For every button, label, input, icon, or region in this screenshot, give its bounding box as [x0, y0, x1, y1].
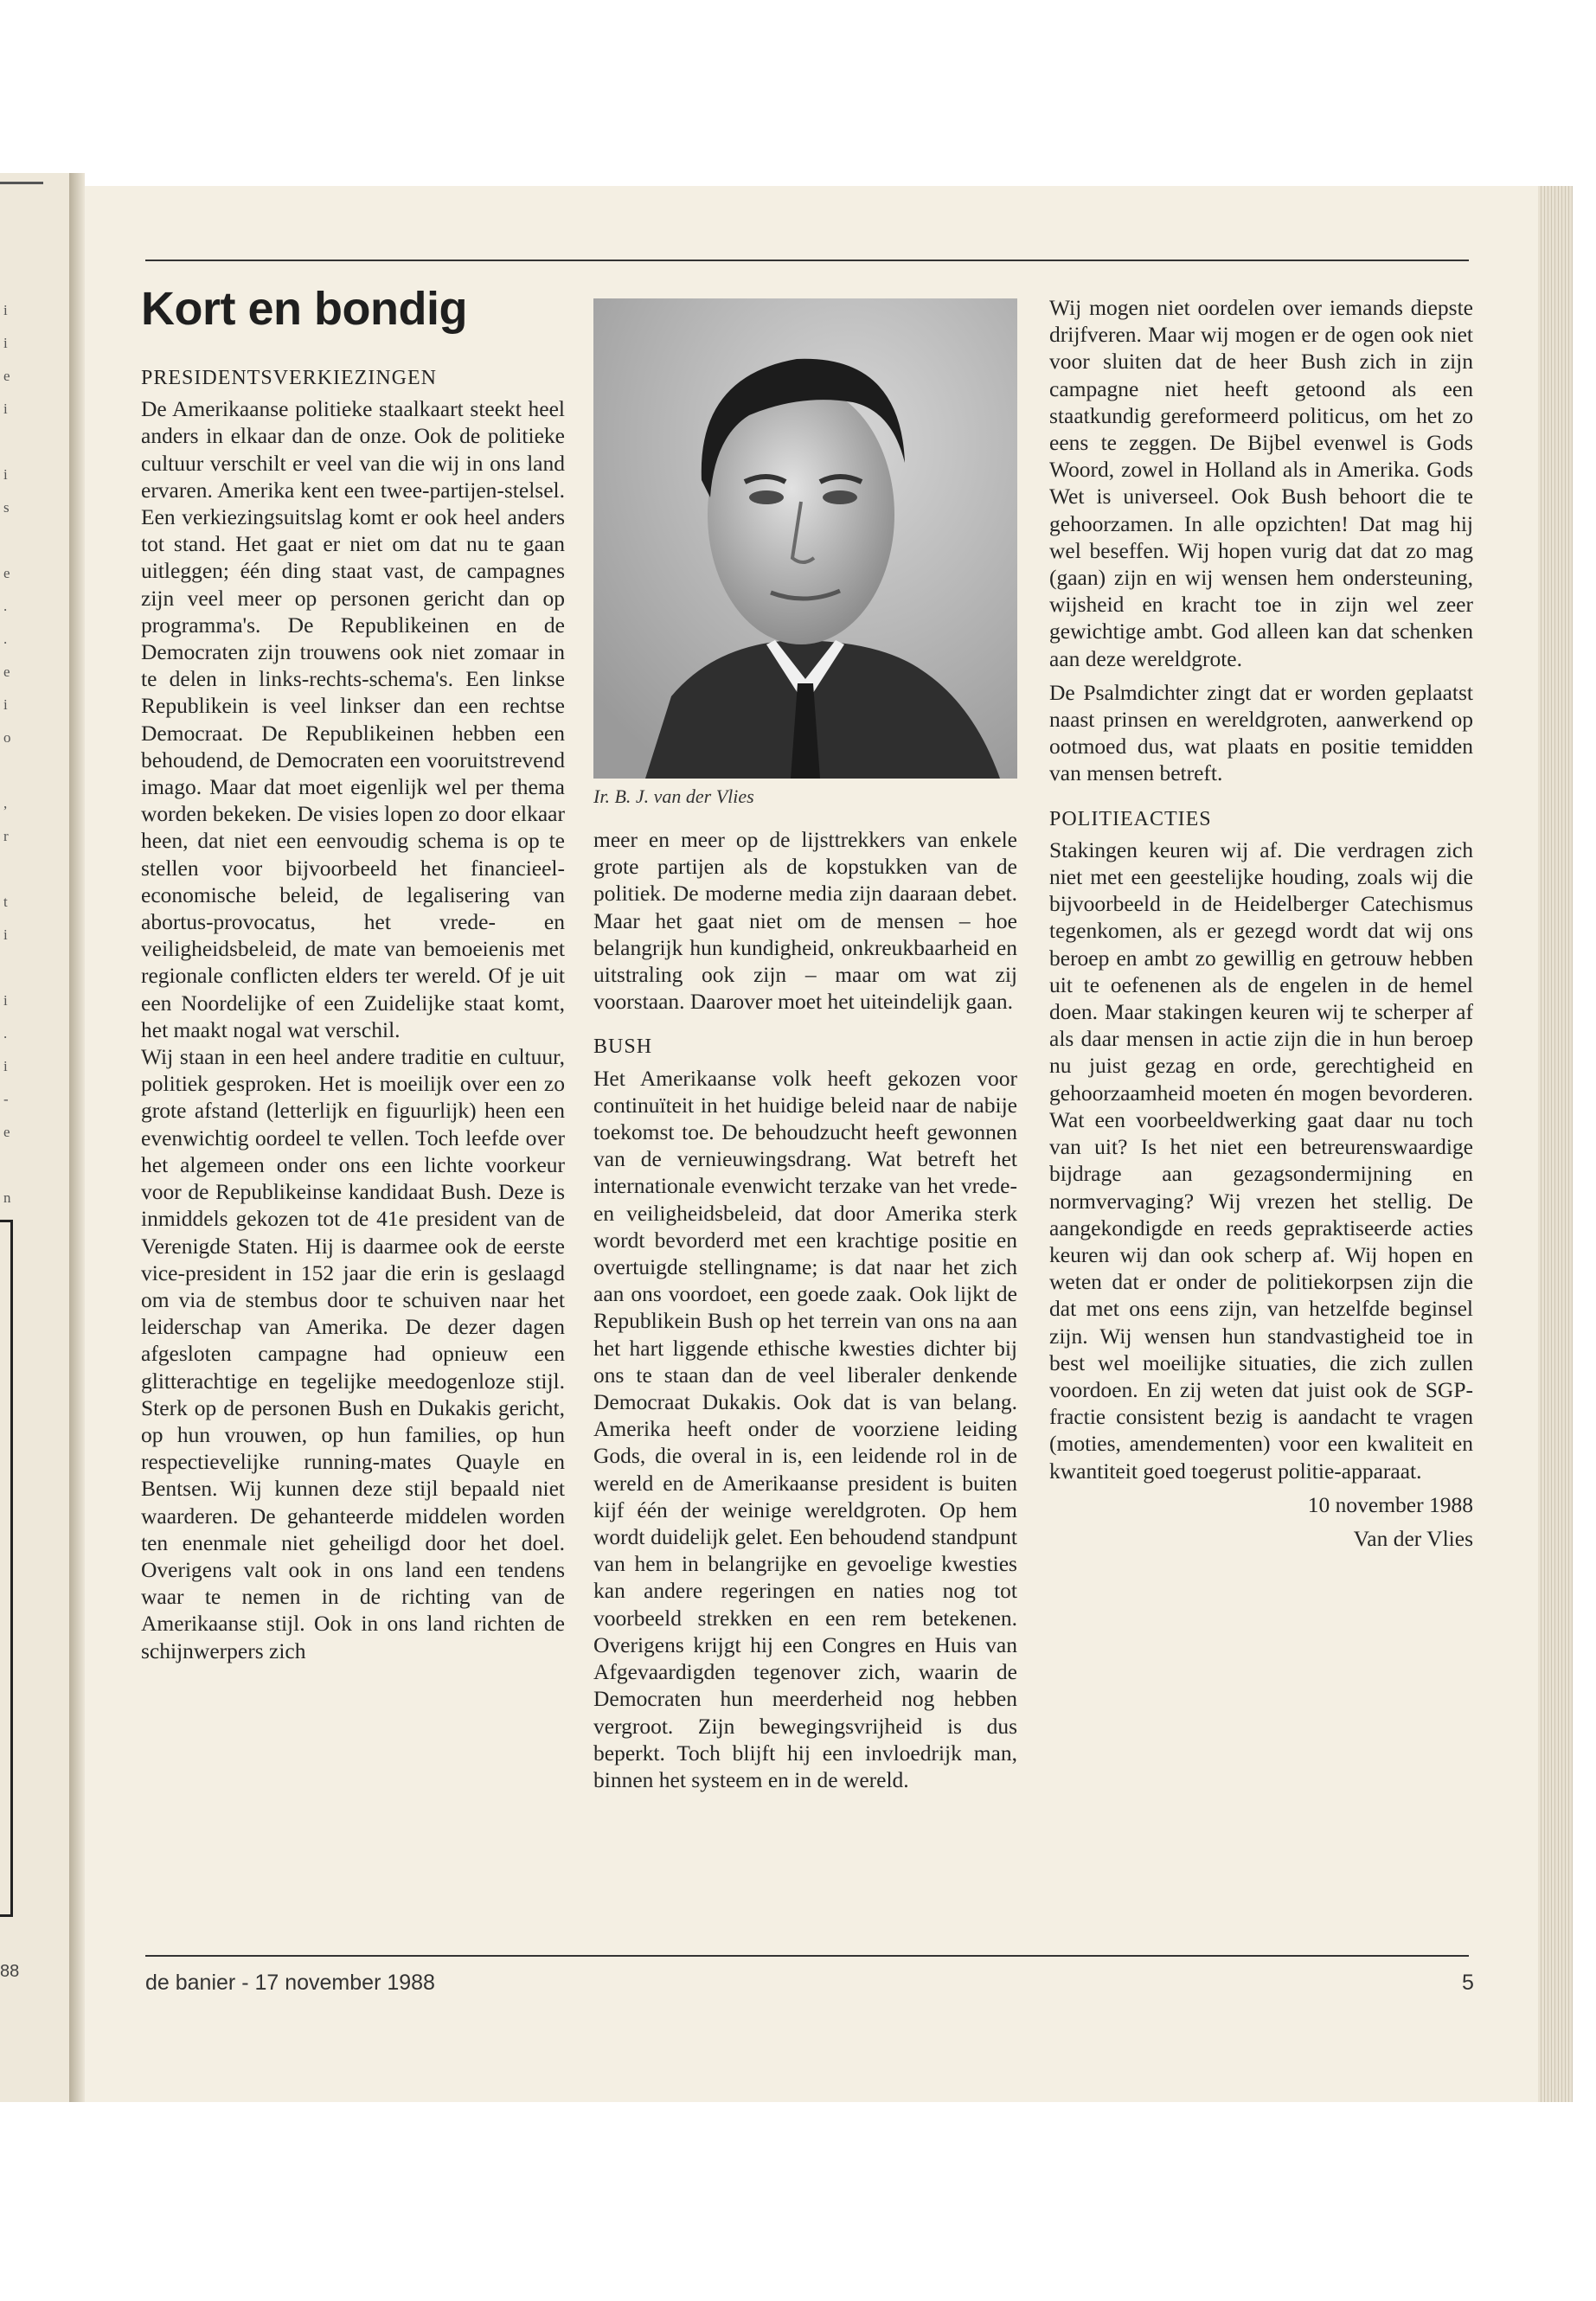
page-strip	[0, 182, 43, 184]
bottom-rule	[145, 1955, 1469, 1957]
previous-page-letters: i i e i i s e . . e i o , r t i i . i - e n	[3, 302, 11, 1206]
column-3	[1049, 294, 1473, 1552]
section-heading-presidents: PRESIDENTSVERKIEZINGEN	[141, 367, 437, 389]
page-title: Kort en bondig	[141, 283, 467, 335]
footer-publication: de banier - 17 november 1988	[145, 1971, 435, 1995]
portrait-photo	[593, 298, 1017, 779]
column-2	[593, 826, 1017, 1793]
paragraph: Wij staan in een heel andere traditie en cultuur, politiek gesproken. Het is moeilijk over een zo grote afstand (letterlijk en figuurlijk) heen een evenwichtig oordeel te vellen. Toch leefde over het algemeen onder ons een lichte voorkeur voor de Republikeinse kandidaat Bush. Deze is inmiddels gekozen tot de 41e president van de Verenigde Staten. Hij is daarmee ook de eerste vice-president in 152 jaar die erin is geslaagd om via de stembus door te schuiven naar het leiderschap van Amerika. De dezer dagen afgesloten campagne had opnieuw een glitterachtige en tegelijke meedogenloze stijl. Sterk op de personen Bush en Dukakis gericht, op hun vrouwen, op hun families, op hun respectievelijke running-mates Quayle en Bentsen. Wij kunnen deze stijl bepaald niet waarderen. De gehanteerde middelen worden ten enenmale niet geheiligd door het doel. Overigens valt ook in ons land een tendens waar te nemen in de richting van de Amerikaanse stijl. Ook in ons land richten de schijnwerpers zich	[141, 1044, 565, 1663]
section-heading-bush: BUSH	[593, 1035, 653, 1059]
previous-page-box	[0, 1220, 13, 1917]
section-heading-politieacties: POLITIEACTIES	[1049, 807, 1212, 830]
paragraph: meer en meer op de lijsttrekkers van enkele grote partijen als de kopstukken van de politiek. De moderne media zijn daaraan debet. Maar het gaat niet om de mensen – hoe belangrijk hun kundigheid, onkreukbaarheid en uitstraling ook zijn – maar om wat zij voorstaan. Daarover moet het uiteindelijk gaan.	[593, 827, 1017, 1015]
paragraph: De Psalmdichter zingt dat er worden geplaatst naast prinsen en wereldgroten, aanwerkend op ootmoed dus, wat plaats en positie temidden van mensen betreft.	[1049, 679, 1473, 786]
top-rule	[145, 260, 1469, 261]
paragraph: Wij mogen niet oordelen over iemands diepste drijfveren. Maar wij mogen er de ogen ook niet voor sluiten dat de heer Bush zich in zijn campagne niet heeft getoond als een staatkundig gereformeerd politicus, om het zo eens te zeggen. De Bijbel evenwel is Gods Woord, zowel in Holland als in Amerika. Gods Wet is universeel. Ook Bush behoort die te gehoorzamen. In alle opzichten! Dat mag hij wel beseffen. Wij hopen vurig dat dat zo mag (gaan) zijn en wij wensen hem ondersteuning, wijsheid en kracht toe in zijn wel zeer gewichtige ambt. God alleen kan dat schenken aan deze wereldgrote.	[1049, 295, 1473, 671]
photo-caption: Ir. B. J. van der Vlies	[593, 785, 754, 807]
article-author: Van der Vlies	[1353, 1525, 1473, 1551]
column-1	[141, 365, 565, 1664]
book-spine	[69, 173, 85, 2102]
paragraph: Het Amerikaanse volk heeft gekozen voor continuïteit in het huidige beleid naar de nabije toekomst toe. De behoudzucht heeft gewonnen van de vernieuwingsdrang. Wat betreft het internationale evenwicht terzake van het vrede- en veiligheidsbeleid, dat door Amerika sterk wordt bevorderd met een krachtige positie en overtuigde stellingname; is dat naar het zich aan ons voordoet, een goede zaak. Ook lijkt de Republikein Bush op het terrein van ons na aan het hart liggende ethische kwesties dichter bij ons te staan dan de veel liberaler denkende Democraat Dukakis. Ook dat is van belang. Amerika heeft onder de voorziene leiding Gods, die overal in is, een leidende rol in de wereld en de Amerikaanse president is buiten kijf één der weinige wereldgroten. Op hem wordt duidelijk gelet. Een behoudend standpunt van hem in belangrijke en gevoelige kwesties kan andere regeringen en naties nog tot voorbeeld strekken en een rem betekenen. Overigens krijgt hij een Congres en Huis van Afgevaardigden tegenover zich, waarin de Democraten hun meerderheid nog hebben vergroot. Zijn bewegingsvrijheid is dus beperkt. Toch blijft hij een invloedrijk man, binnen het systeem en in de wereld.	[593, 1065, 1017, 1792]
previous-page-number: 88	[0, 1962, 20, 1981]
page-edges	[1538, 186, 1573, 2102]
article-date: 10 november 1988	[1307, 1491, 1473, 1517]
paragraph: De Amerikaanse politieke staalkaart steekt heel anders in elkaar dan de onze. Ook de politieke cultuur verschilt er veel van die wij in ons land ervaren. Amerika kent een twee-partijen-stelsel. Een verkiezingsuitslag komt er ook heel anders tot stand. Het gaat er niet om dat nu te gaan uitleggen; één ding staat vast, de campagnes zijn veel meer op personen gericht dan op programma's. De Republikeinen en de Democraten zijn trouwens ook niet zomaar in te delen in links-rechts-schema's. Een linkse Republikein is veel linkser dan een rechtse Democraat. De Republikeinen hebben een behoudend, de Democraten een vooruitstrevend imago. Maar dat moet eigenlijk wel per thema worden bekeken. De visies lopen zo door elkaar heen, dat niet een eenvoudig schema is op te stellen voor bijvoorbeeld het financieel-economische beleid, de legalisering van abortus-provocatus, het vrede- en veiligheidsbeleid, de mate van bemoeienis met regionale conflicten elders ter wereld. Of je uit een Noordelijke of een Zuidelijke staat komt, het maakt nogal wat verschil.	[141, 396, 565, 1042]
paragraph: Stakingen keuren wij af. Die verdragen zich niet met een geestelijke houding, zoals wij die bijvoorbeeld in de Heidelberger Catechismus tegenkomen, als er gezegd wordt dat wij ons beroep en ambt zo gewillig en getrouw hebben uit te oefenenen als de engelen in de hemel doen. Maar stakingen keuren wij te scherper af als daar mensen in actie zijn die in hun beroep nu juist gezag en orde, gerechtigheid en gehoorzaamheid moeten én mogen bevorderen. Wat een voorbeeldwerking gaat daar nu toch van uit? Is het niet een betreurenswaardige bijdrage aan gezagsondermijning en normvervaging? Wij vrezen het stellig. De aangekondigde en reeds gepraktiseerde acties keuren wij dan ook scherp af. Wij hopen en weten dat er onder de politiekorpsen zijn die dat met ons eens zijn, van hetzelfde beginsel zijn. Wij wensen hun standvastigheid toe in best wel moeilijke situaties, die zich zullen voordoen. En zij weten dat juist ook de SGP-fractie consistent bezig is aandacht te vragen (moties, amendementen) voor een kwaliteit en kwantiteit goed toegerust politie-apparaat.	[1049, 836, 1473, 1484]
page-number: 5	[1462, 1971, 1474, 1995]
